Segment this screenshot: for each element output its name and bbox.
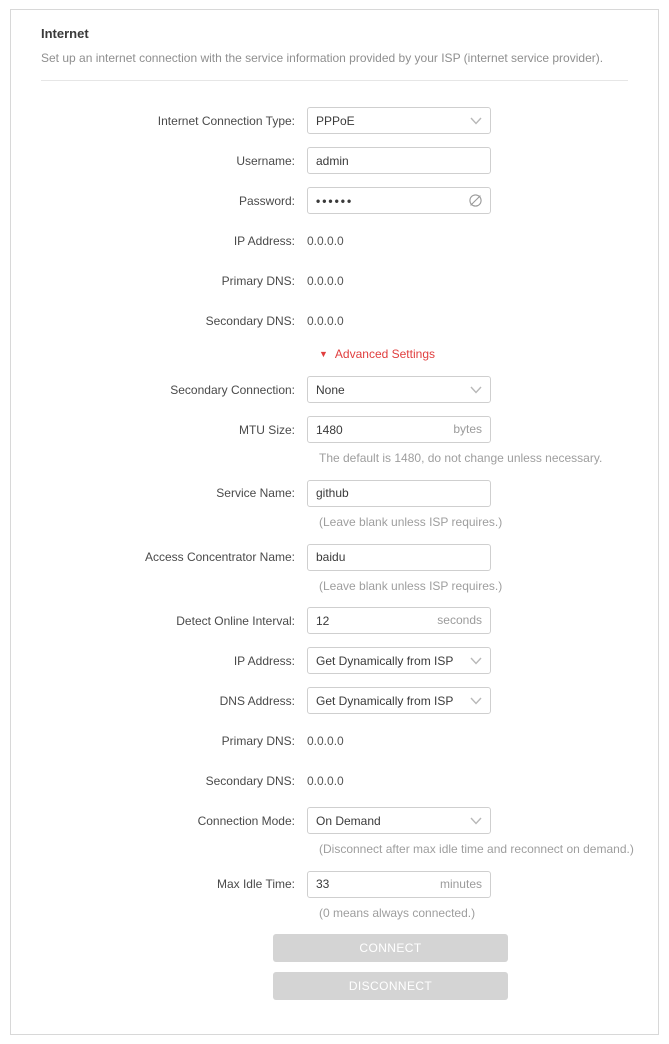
chevron-down-icon — [470, 386, 482, 394]
secondary-dns-status2-label: Secondary DNS: — [205, 773, 295, 788]
disconnect-button[interactable]: DISCONNECT — [273, 972, 508, 1000]
username-row — [11, 147, 658, 174]
connection-type-row — [11, 107, 658, 134]
secondary-dns-status-value: 0.0.0.0 — [307, 313, 344, 328]
advanced-settings-toggle[interactable] — [319, 347, 658, 361]
dns-address-mode-row — [11, 687, 658, 714]
triangle-down-icon: ▼ — [319, 348, 328, 359]
primary-dns-status2-value: 0.0.0.0 — [307, 733, 344, 748]
ip-address-mode-row — [11, 647, 658, 674]
chevron-down-icon — [470, 697, 482, 705]
dns-address-mode-value: Get Dynamically from ISP — [316, 693, 454, 708]
mtu-size-row — [11, 416, 658, 443]
username-input[interactable] — [307, 147, 491, 174]
ip-address-status-label: IP Address: — [233, 233, 295, 248]
secondary-dns-status2-row — [11, 767, 658, 794]
password-row — [11, 187, 658, 214]
connection-type-value: PPPoE — [316, 113, 355, 128]
page-description: Set up an internet connection with the service information provided by your ISP (internet service provider). — [41, 50, 628, 81]
connection-mode-label: Connection Mode: — [197, 813, 295, 828]
secondary-dns-status-row — [11, 307, 658, 334]
secondary-dns-status-label: Secondary DNS: — [205, 313, 295, 328]
advanced-settings-label: Advanced Settings — [334, 347, 435, 362]
chevron-down-icon — [470, 117, 482, 125]
connection-mode-hint: (Disconnect after max idle time and reconnect on demand.) — [319, 842, 634, 857]
chevron-down-icon — [470, 817, 482, 825]
connection-type-select[interactable] — [307, 107, 491, 134]
primary-dns-status-label: Primary DNS: — [221, 273, 295, 288]
ip-address-mode-select[interactable] — [307, 647, 491, 674]
mtu-size-input[interactable] — [307, 416, 491, 443]
max-idle-time-input[interactable] — [307, 871, 491, 898]
service-name-hint: (Leave blank unless ISP requires.) — [319, 514, 503, 529]
dns-address-mode-select[interactable] — [307, 687, 491, 714]
primary-dns-status-value: 0.0.0.0 — [307, 273, 344, 288]
internet-settings-panel — [10, 9, 659, 1035]
service-name-label: Service Name: — [216, 486, 295, 501]
secondary-connection-row — [11, 376, 658, 403]
chevron-down-icon — [470, 657, 482, 665]
secondary-connection-select[interactable] — [307, 376, 491, 403]
service-name-input[interactable] — [307, 480, 491, 507]
ip-address-status-row — [11, 227, 658, 254]
access-concentrator-name-input[interactable] — [307, 544, 491, 571]
access-concentrator-name-hint: (Leave blank unless ISP requires.) — [319, 578, 503, 593]
max-idle-time-label: Max Idle Time: — [216, 877, 295, 892]
page-title: Internet — [41, 26, 89, 41]
connection-mode-value: On Demand — [316, 813, 381, 828]
secondary-connection-label: Secondary Connection: — [170, 382, 295, 397]
password-input[interactable] — [307, 187, 491, 214]
secondary-dns-status2-value: 0.0.0.0 — [307, 773, 344, 788]
internet-settings-form — [11, 107, 658, 1000]
primary-dns-status2-label: Primary DNS: — [221, 733, 295, 748]
max-idle-time-row — [11, 871, 658, 898]
service-name-row — [11, 480, 658, 507]
connection-mode-row — [11, 807, 658, 834]
primary-dns-status-row — [11, 267, 658, 294]
mtu-size-unit: bytes — [453, 422, 482, 437]
primary-dns-status2-row — [11, 727, 658, 754]
access-concentrator-name-label: Access Concentrator Name: — [144, 550, 295, 565]
access-concentrator-name-row — [11, 544, 658, 571]
connect-button[interactable]: CONNECT — [273, 934, 508, 962]
ip-address-mode-value: Get Dynamically from ISP — [316, 653, 454, 668]
max-idle-time-hint: (0 means always connected.) — [319, 905, 476, 920]
ip-address-status-value: 0.0.0.0 — [307, 233, 344, 248]
connection-type-label: Internet Connection Type: — [157, 113, 295, 128]
password-label: Password: — [238, 193, 295, 208]
max-idle-time-unit: minutes — [439, 876, 482, 891]
mtu-size-hint: The default is 1480, do not change unless necessary. — [319, 451, 603, 466]
username-label: Username: — [236, 153, 295, 168]
detect-online-interval-row — [11, 607, 658, 634]
mtu-size-label: MTU Size: — [238, 422, 295, 437]
detect-online-interval-input[interactable] — [307, 607, 491, 634]
dns-address-mode-label: DNS Address: — [219, 693, 295, 708]
secondary-connection-value: None — [316, 382, 345, 397]
detect-online-interval-unit: seconds — [437, 613, 482, 628]
password-visibility-icon[interactable] — [467, 192, 484, 209]
panel-header — [11, 26, 658, 81]
connection-mode-select[interactable] — [307, 807, 491, 834]
ip-address-mode-label: IP Address: — [233, 653, 295, 668]
detect-online-interval-label: Detect Online Interval: — [176, 613, 295, 628]
